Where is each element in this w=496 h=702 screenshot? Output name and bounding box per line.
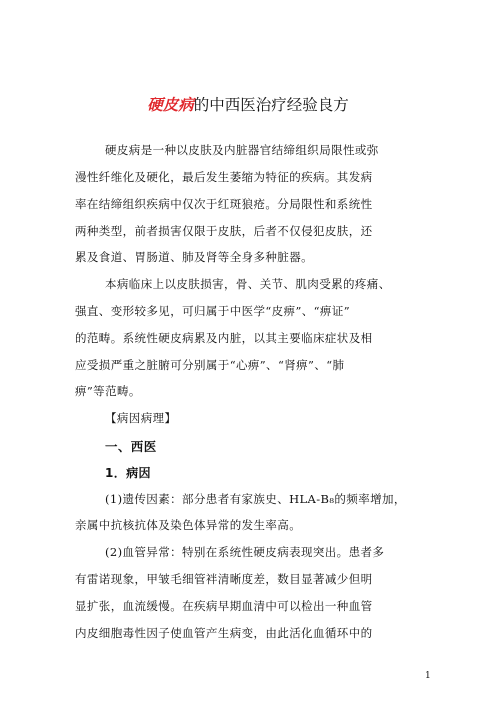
text-line: 内皮细胞毒性因子使血管产生病变，由此活化血循环中的 (75, 626, 373, 640)
text-line: 强直、变形较多见，可归属于中医学“皮痹”、“痹证” (75, 304, 351, 318)
text-line: 显扩张，血流缓慢。在疾病早期血清中可以检出一种血管 (75, 599, 373, 613)
document-title (0, 93, 496, 115)
text-line: 一、西医 (105, 439, 157, 454)
text-line: 硬皮病是一种以皮肤及内脏器官结缔组织局限性或弥 (105, 143, 379, 157)
text-line: 1．病因 (105, 466, 151, 480)
title-rest: 的中西医治疗经验良方 (193, 96, 349, 114)
text-line: (2)血管异常：特别在系统性硬皮病表现突出。患者多 (105, 545, 385, 559)
text-line: 痹”等范畴。 (75, 384, 141, 398)
text-line: 【病因病理】 (105, 411, 177, 425)
page-number: 1 (425, 671, 431, 681)
text-line: 率在结缔组织疾病中仅次于红斑狼疮。分局限性和系统性 (75, 197, 373, 211)
text-line: (1)遗传因素：部分患者有家族史、HLA-B₈的频率增加， (105, 492, 406, 506)
text-line: 累及食道、胃肠道、肺及肾等全身多种脏器。 (75, 250, 313, 264)
text-line: 有雷诺现象，甲皱毛细管袢清晰度差，数目显著减少但明 (75, 572, 373, 586)
title-highlight: 硬皮病 (147, 95, 194, 114)
text-line: 应受损严重之脏腑可分别属于“心痹”、“肾痹”、“肺 (75, 358, 345, 372)
text-line: 本病临床上以皮肤损害，骨、关节、肌肉受累的疼痛、 (105, 277, 391, 291)
text-line: 两种类型，前者损害仅限于皮肤，后者不仅侵犯皮肤，还 (75, 224, 373, 238)
text-line: 亲属中抗核抗体及染色体异常的发生率高。 (75, 518, 302, 532)
text-line: 漫性纤维化及硬化，最后发生萎缩为特征的疾病。其发病 (75, 170, 373, 184)
text-line: 的范畴。系统性硬皮病累及内脏，以其主要临床症状及相 (75, 331, 373, 345)
